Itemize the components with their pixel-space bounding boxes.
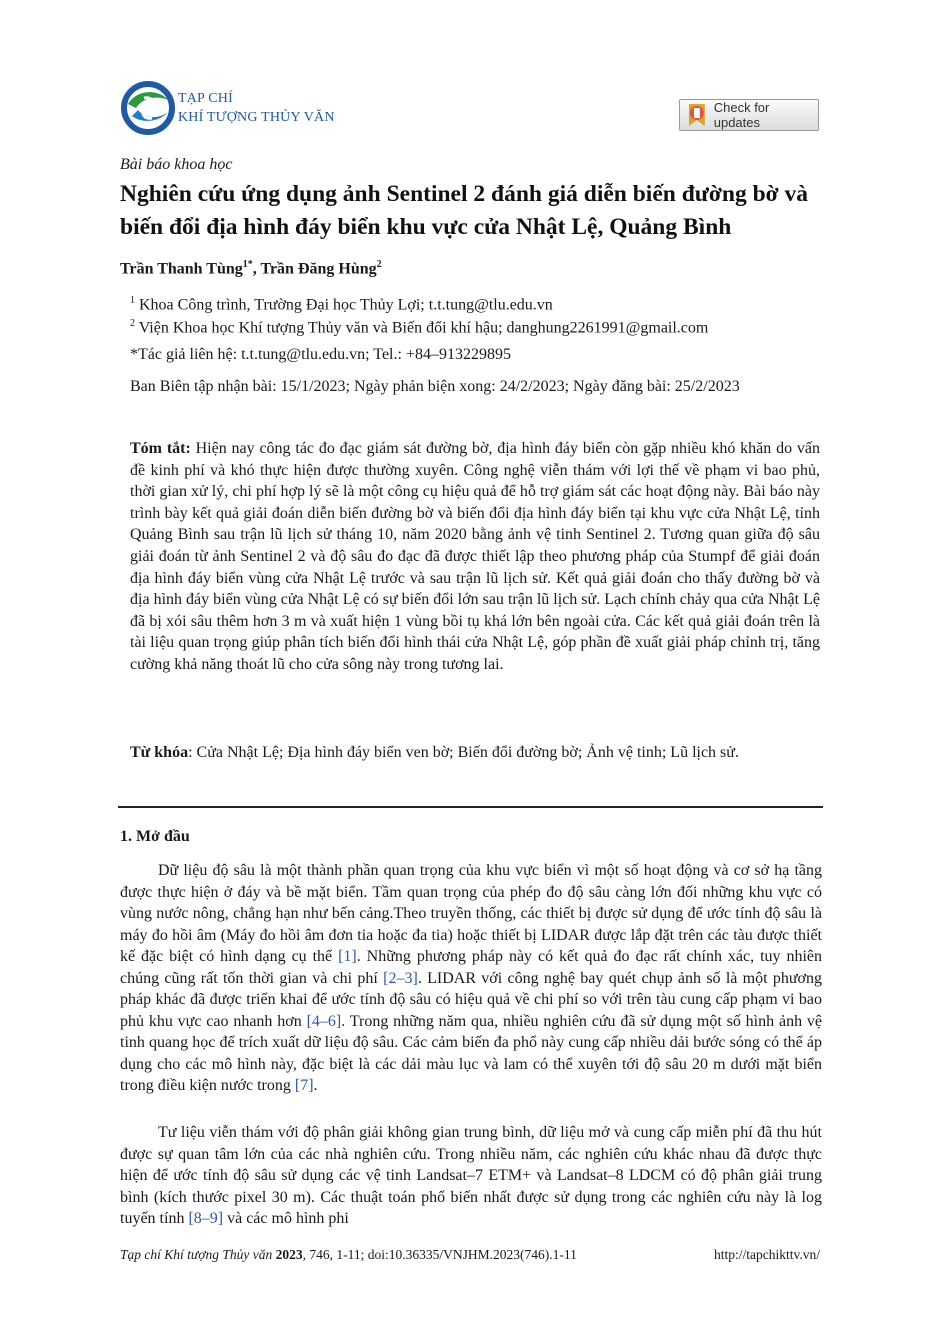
check-for-updates-button[interactable] [679, 99, 819, 131]
citation-link[interactable]: [2–3] [383, 969, 418, 987]
abstract-label: Tóm tắt: [130, 440, 191, 457]
publication-dates: Ban Biên tập nhận bài: 15/1/2023; Ngày phản biện xong: 24/2/2023; Ngày đăng bài: 25/2/2023 [130, 378, 740, 395]
keywords-label: Từ khóa [130, 744, 189, 761]
p2-text-2: và các mô hình phi [223, 1210, 349, 1227]
journal-name-line2: KHÍ TƯỢNG THỦY VĂN [178, 110, 335, 125]
citation-link[interactable]: [7] [294, 1077, 314, 1094]
article-title: Nghiên cứu ứng dụng ảnh Sentinel 2 đánh giá diễn biến đường bờ và biến đổi địa hình đáy biển khu vực cửa Nhật Lệ, Quảng Bình [120, 181, 809, 240]
citation-link[interactable]: [8–9] [188, 1210, 224, 1227]
affiliation-2 [130, 313, 820, 339]
p1-text-2: . Những phương pháp này có kết quả đo đạc rất chính xác, tuy nhiên chúng cũng rất tốn thời gian và chi phí [120, 948, 822, 987]
p1-text-5: . [313, 1077, 318, 1094]
intro-paragraph-1 [120, 860, 822, 1097]
affiliation-1-number: 1 [130, 295, 135, 306]
author-2-affil: 2 [376, 259, 382, 270]
article-type: Bài báo khoa học [120, 156, 233, 173]
keywords [130, 742, 820, 764]
author-list [120, 259, 382, 278]
author-1: Trần Thanh Tùng [120, 260, 243, 278]
journal-name [178, 89, 335, 127]
citation-link[interactable]: [1] [338, 948, 357, 965]
section-heading: 1. Mở đầu [120, 828, 190, 845]
p1-text-3: . LIDAR với công nghệ bay quét chụp ảnh số là một phương pháp khác đã được triển khai để ước tính độ sâu có hiệu quả về chi phí so với trên tàu cung cấp phạm vi bao phủ khu vực cao nhanh hơn [120, 969, 823, 1030]
affiliation-2-number: 2 [130, 318, 135, 329]
p1-text-1: Dữ liệu độ sâu là một thành phần quan trọng của khu vực biển vì một số hoạt động và cơ sở hạ tầng được thực hiện ở đáy và bề mặt biển. Tầm quan trọng của phép đo độ sâu càng lớn đối những khu vực có vùng nước nông, chẳng hạn như bến cảng.Theo truyền thống, các thiết bị được sử dụng để ước tính độ sâu là máy đo hồi âm (Máy đo hồi âm đơn tia hoặc đa tia) hoặc thiết bị LIDAR được lắp đặt trên các tàu được thiết kế đặc biệt có hình dạng cụ thể [120, 862, 822, 965]
journal-name-line1: TẠP CHÍ [178, 91, 233, 106]
corresponding-author: *Tác giả liên hệ: t.t.tung@tlu.edu.vn; Tel.: +84–913229895 [130, 346, 511, 363]
footer-year: 2023 [275, 1247, 303, 1262]
author-1-affil: 1* [242, 259, 253, 270]
p2-text-1: Tư liệu viễn thám với độ phân giải không gian trung bình, dữ liệu mở và cung cấp miễn phí đã thu hút được sự quan tâm lớn của các nhà nghiên cứu. Trong nhiều năm, các nghiên cứu khác nhau đã được thực hiện để ước tính độ sâu sử dụng các vệ tinh Landsat–7 ETM+ và Landsat–8 LDCM có độ phân giải trung bình (kích thước pixel 30 m). Các thuật toán phổ biến nhất được sử dụng trong các nghiên cứu này là log tuyến tính [120, 1124, 822, 1227]
check-for-updates-label: Check for updates [713, 100, 770, 130]
footer-url[interactable]: http://tapchikttv.vn/ [714, 1247, 820, 1262]
abstract [130, 438, 820, 676]
intro-paragraph-2 [120, 1122, 822, 1230]
affiliation-2-text: Viện Khoa học Khí tượng Thủy văn và Biến đổi khí hậu; danghung2261991@gmail.com [135, 319, 709, 337]
p1-text-4: . Trong những năm qua, nhiều nghiên cứu đã sử dụng một số hình ảnh vệ tinh quang học để trích xuất dữ liệu độ sâu. Các cảm biến đa phổ này cung cấp nhiều dải bước sóng có thể áp dụng cho các mô hình này, đặc biệt là các dải màu lục và lam có thể xuyên tới độ sâu 20 m dưới mặt biển trong điều kiện nước trong [120, 1012, 823, 1094]
crossmark-icon [686, 102, 708, 128]
affiliation-1-text: Khoa Công trình, Trường Đại học Thủy Lợi; t.t.tung@tlu.edu.vn [135, 296, 553, 314]
citation-link[interactable]: [4–6] [306, 1012, 342, 1030]
page-footer [120, 1247, 820, 1263]
section-divider [118, 806, 823, 808]
keywords-text: : Cửa Nhật Lệ; Địa hình đáy biển ven bờ; Biến đổi đường bờ; Ảnh vệ tinh; Lũ lịch sử. [188, 744, 739, 761]
abstract-text: Hiện nay công tác đo đạc giám sát đường bờ, địa hình đáy biển còn gặp nhiều khó khăn do vấn đề kinh phí và khó thực hiện được thường xuyên. Công nghệ viễn thám với lợi thế về phạm vi bao phủ, thời gian xử lý, chi phí hợp lý sẽ là một công cụ hiệu quả để hỗ trợ giám sát các hoạt động này. Bài báo này trình bày kết quả giải đoán diễn biến đường bờ và biến đổi địa hình đáy biển tại khu vực cửa Nhật Lệ, tỉnh Quảng Bình sau trận lũ lịch sử tháng 10, năm 2020 bằng ảnh vệ tinh Sentinel 2. Tương quan giữa độ sâu giải đoán từ ảnh Sentinel 2 và độ sâu đo đạc đã được thiết lập theo phương pháp của Stumpf để giải đoán địa hình đáy biển vùng cửa Nhật Lệ trước và sau trận lũ lịch sử. Kết quả giải đoán cho thấy đường bờ và địa hình đáy biển vùng cửa Nhật Lệ có sự biến đổi lớn sau trận lũ lịch sử. Lạch chính chảy qua cửa Nhật Lệ đã bị xói sâu thêm hơn 3 m và xuất hiện 1 vùng bồi tụ khá lớn bên ngoài cửa. Các kết quả giải đoán trên là tài liệu quan trọng giúp phân tích biến đổi hình thái cửa Nhật Lệ, góp phần đề xuất giải pháp chỉnh trị, tăng cường khả năng thoát lũ cho cửa sông này trong tương lai. [130, 440, 821, 673]
footer-issue: , 746, 1-11; doi:10.36335/VNJHM.2023(746).1-11 [302, 1247, 577, 1262]
author-2: Trần Đăng Hùng [260, 260, 377, 278]
journal-logo [118, 78, 178, 138]
footer-journal: Tạp chí Khí tượng Thủy văn [120, 1247, 276, 1262]
footer-citation [120, 1247, 577, 1263]
author-separator: , [252, 260, 261, 278]
